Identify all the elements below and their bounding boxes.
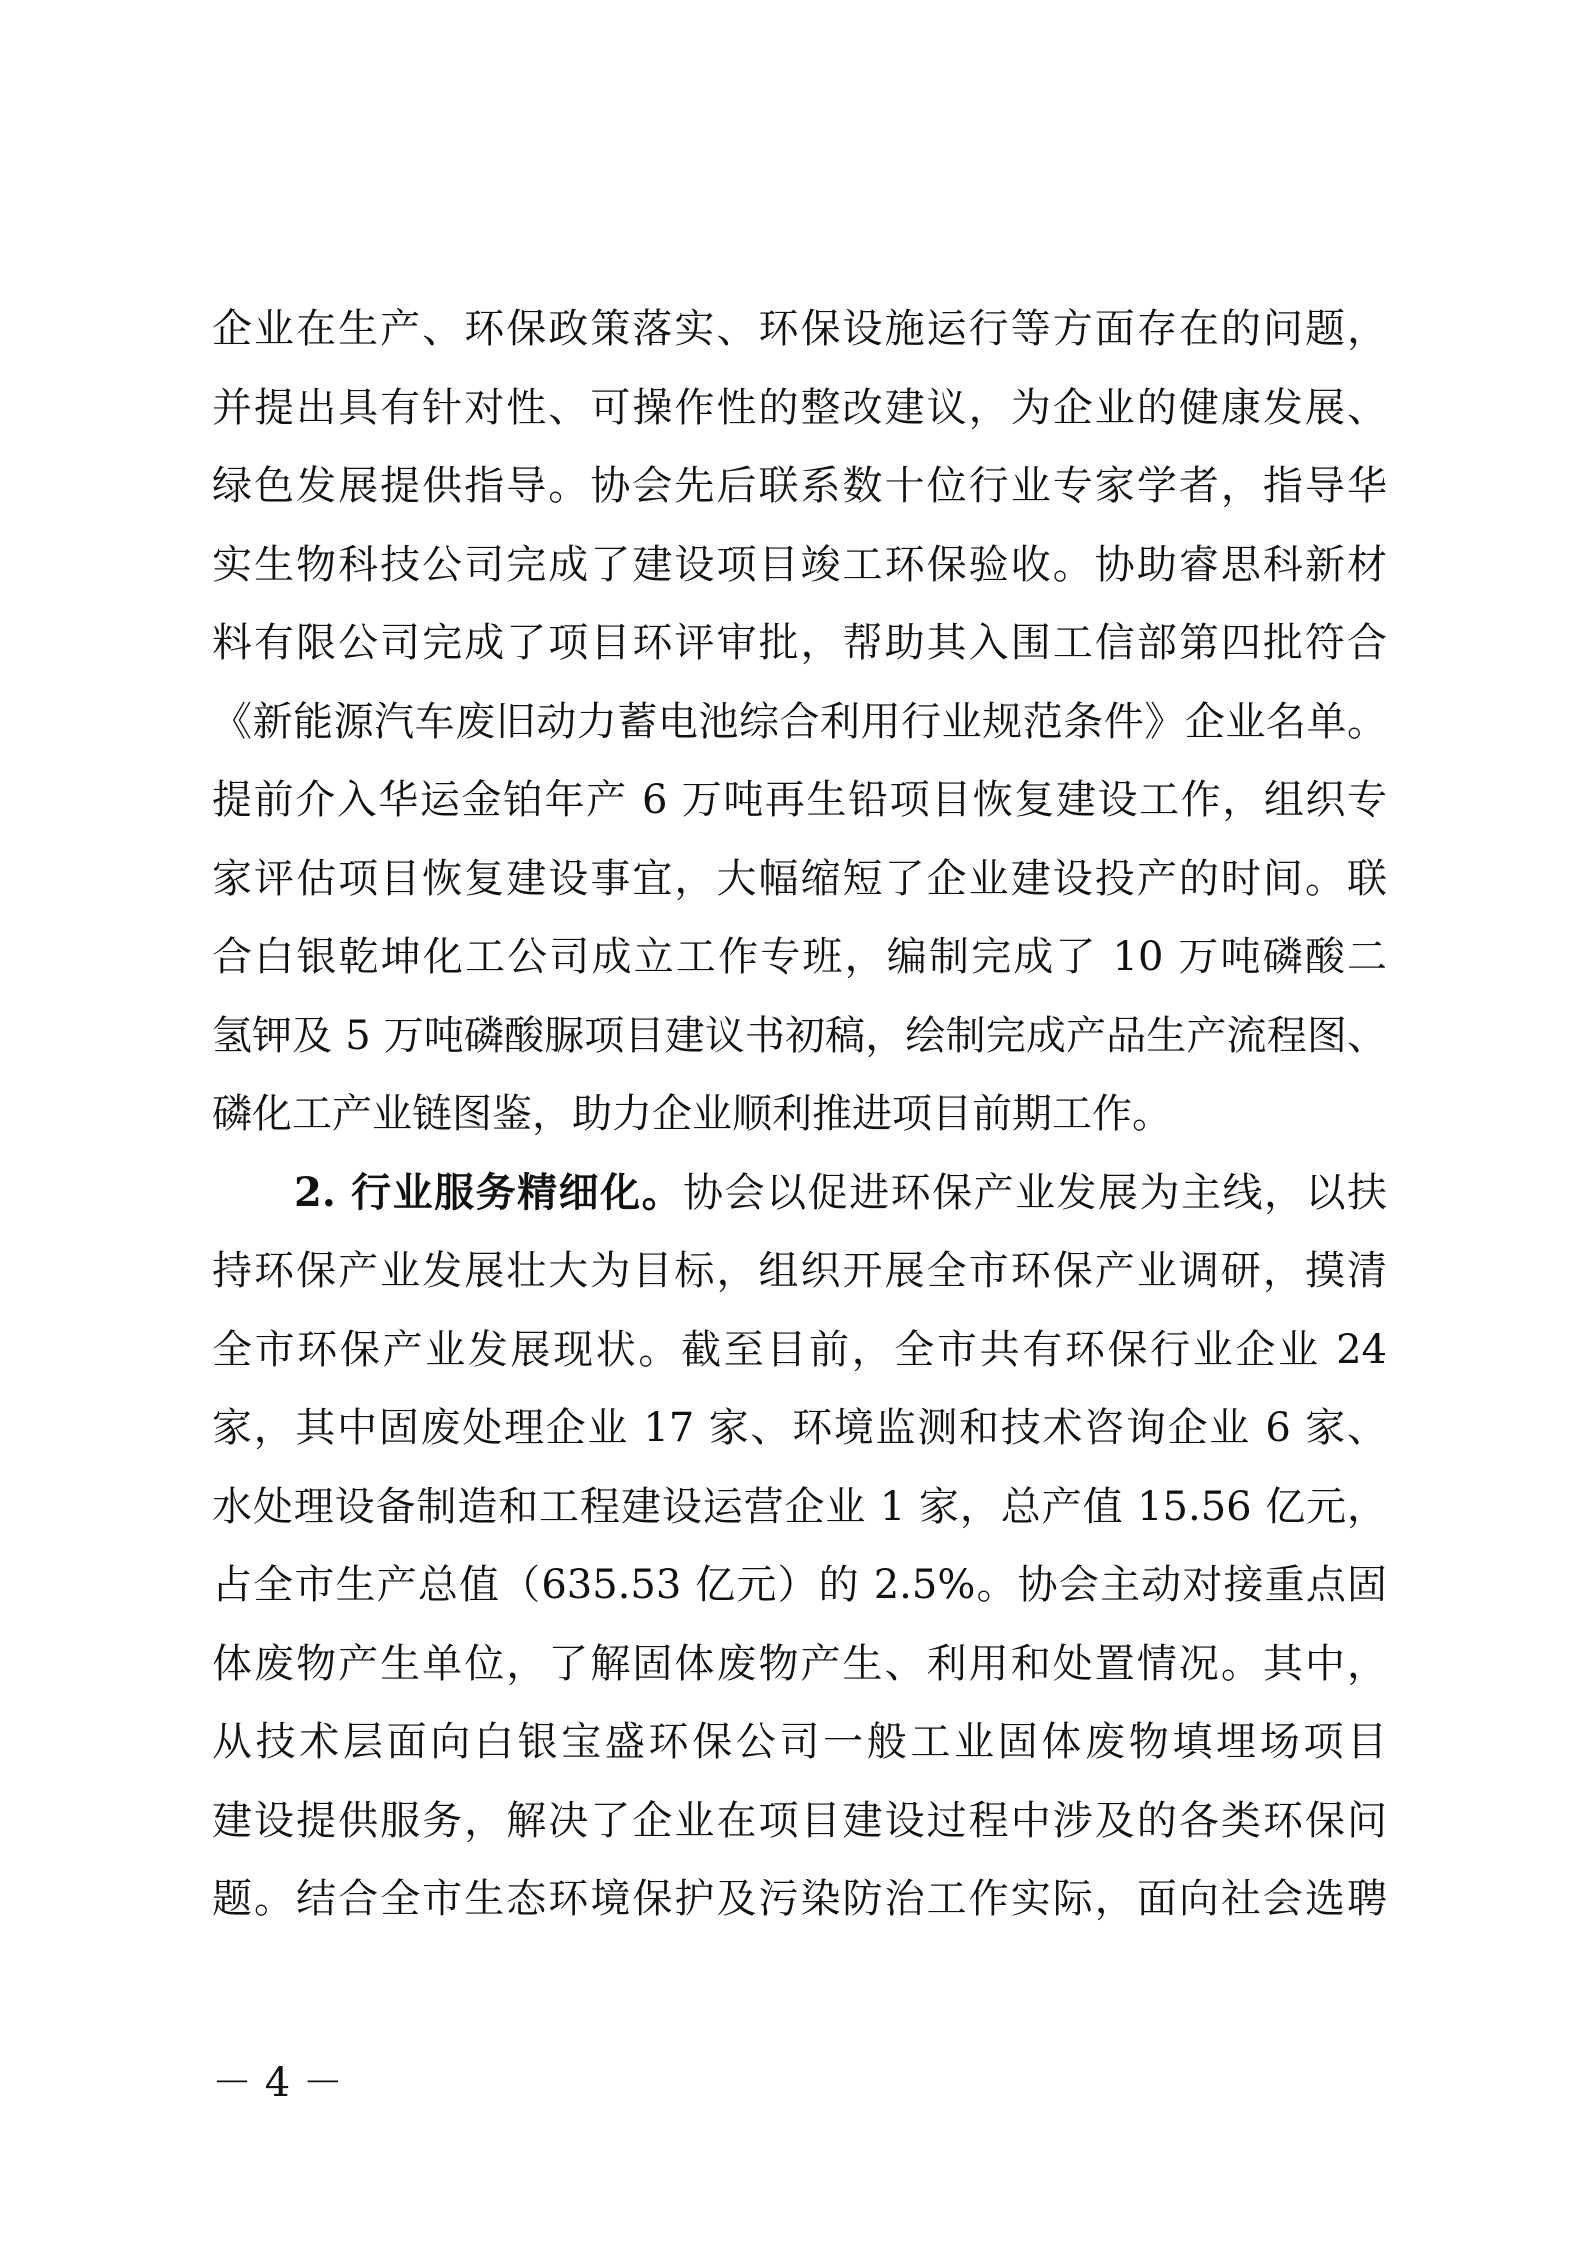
text-line: 并提出具有针对性、可操作性的整改建议，为企业的健康发展、 xyxy=(212,384,1387,431)
paragraph-2 xyxy=(212,1154,1387,1939)
text-line: 企业在生产、环保政策落实、环保设施运行等方面存在的问题， xyxy=(212,306,1387,352)
text-line: 占全市生产总值（635.53 亿元）的 2.5%。协会主动对接重点固 xyxy=(212,1562,1387,1608)
text-line: 合白银乾坤化工公司成立工作专班，编制完成了 10 万吨磷酸二 xyxy=(212,934,1387,980)
text-line: 全市环保产业发展现状。截至目前，全市共有环保行业企业 24 xyxy=(212,1326,1387,1373)
text-line: 水处理设备制造和工程建设运营企业 1 家，总产值 15.56 亿元， xyxy=(212,1483,1387,1530)
text-line: 氢钾及 5 万吨磷酸脲项目建议书初稿，绘制完成产品生产流程图、 xyxy=(212,1012,1387,1059)
text-line: 题。结合全市生态环境保护及污染防治工作实际，面向社会选聘 xyxy=(212,1876,1387,1922)
text-line: 《新能源汽车废旧动力蓄电池综合利用行业规范条件》企业名单。 xyxy=(212,698,1387,745)
body-text xyxy=(212,290,1387,1939)
text-line: 实生物科技公司完成了建设项目竣工环保验收。协助睿思科新材 xyxy=(212,541,1387,588)
text-line: 磷化工产业链图鉴，助力企业顺利推进项目前期工作。 xyxy=(212,1091,1172,1137)
section-heading: 2. 行业服务精细化。 xyxy=(294,1168,684,1216)
paragraph-1 xyxy=(212,290,1387,1154)
text-line: 体废物产生单位，了解固体废物产生、利用和处置情况。其中， xyxy=(212,1640,1387,1687)
text-line: 家，其中固废处理企业 17 家、环境监测和技术咨询企业 6 家、 xyxy=(212,1405,1387,1451)
text-line: 从技术层面向白银宝盛环保公司一般工业固体废物填埋场项目 xyxy=(212,1719,1387,1765)
text-run: 协会以促进环保产业发展为主线，以扶 xyxy=(683,1169,1388,1216)
paragraph-2-first-line xyxy=(212,1154,1387,1233)
text-line: 料有限公司完成了项目环评审批，帮助其入围工信部第四批符合 xyxy=(212,620,1387,666)
text-line: 提前介入华运金铂年产 6 万吨再生铅项目恢复建设工作，组织专 xyxy=(212,777,1387,823)
text-line: 绿色发展提供指导。协会先后联系数十位行业专家学者，指导华 xyxy=(212,463,1387,509)
page-number: － 4 － xyxy=(212,2060,343,2106)
text-line: 持环保产业发展壮大为目标，组织开展全市环保产业调研，摸清 xyxy=(212,1248,1387,1294)
text-line: 建设提供服务，解决了企业在项目建设过程中涉及的各类环保问 xyxy=(212,1797,1387,1844)
text-line: 家评估项目恢复建设事宜，大幅缩短了企业建设投产的时间。联 xyxy=(212,855,1387,902)
